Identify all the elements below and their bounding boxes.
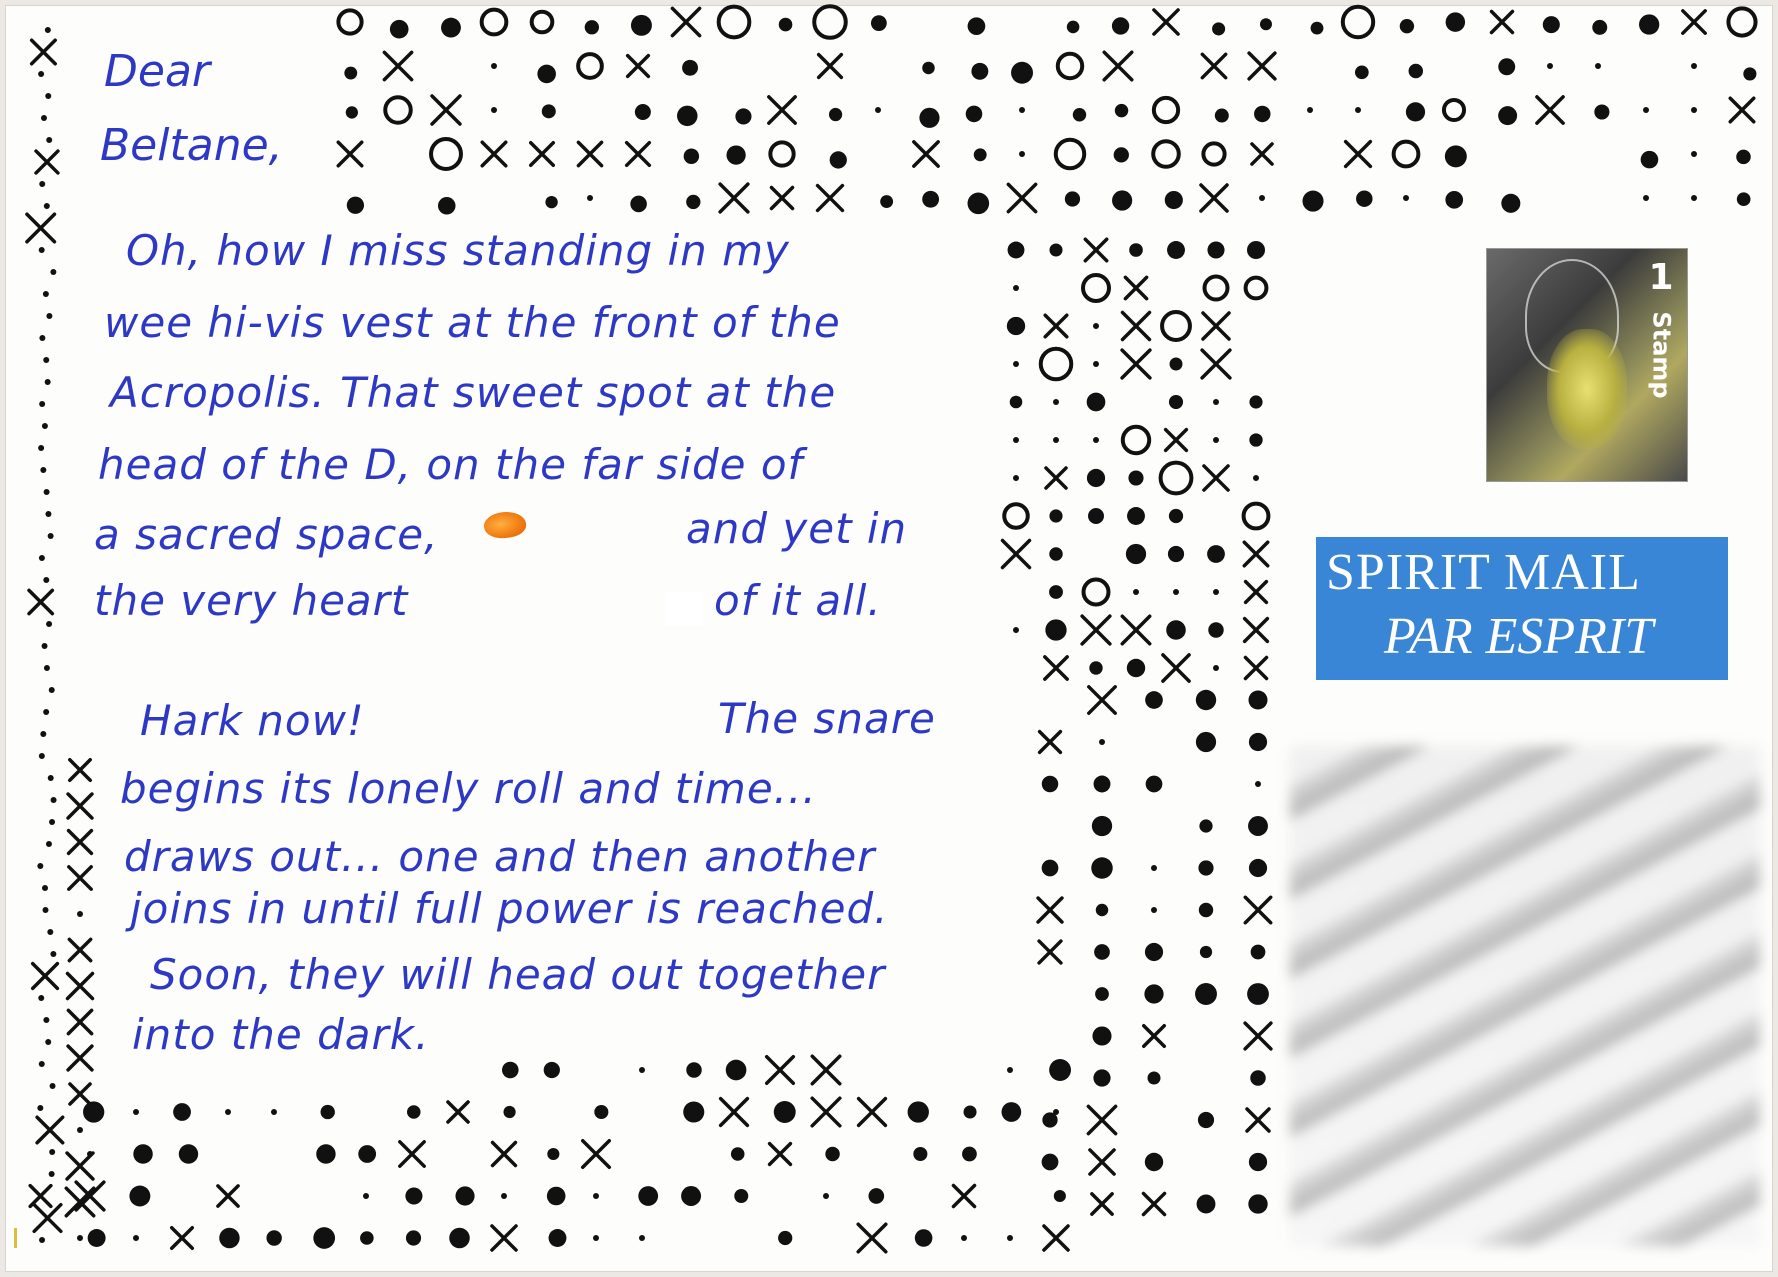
message-line-13: joins in until full power is reached.: [130, 884, 889, 933]
stamp-figure-art: [1547, 329, 1627, 449]
greeting-name: Beltane,: [100, 120, 283, 171]
stamp-label: Stamp: [1647, 311, 1676, 399]
message-line-9: Hark now!: [140, 696, 365, 745]
message-line-7: the very heart: [94, 576, 409, 625]
airmail-label-line1: SPIRIT MAIL: [1326, 544, 1641, 601]
message-line-4: head of the D, on the far side of: [98, 440, 804, 489]
white-patch: [666, 592, 702, 626]
airmail-label-line2: PAR ESPRIT: [1384, 608, 1654, 665]
message-line-12: draws out... one and then another: [124, 832, 876, 881]
message-line-6: and yet in: [686, 504, 908, 553]
message-line-8: of it all.: [714, 576, 882, 625]
message-line-10: The snare: [718, 694, 936, 743]
message-line-5: a sacred space,: [94, 510, 439, 559]
message-line-11: begins its lonely roll and time...: [120, 764, 817, 813]
message-line-3: Acropolis. That sweet spot at the: [110, 368, 837, 417]
postage-stamp: [1486, 248, 1688, 482]
edge-mark: [14, 1228, 17, 1248]
stamp-value: 1: [1648, 257, 1674, 298]
airmail-label: [1316, 537, 1728, 680]
message-line-1: Oh, how I miss standing in my: [126, 226, 790, 275]
message-line-2: wee hi-vis vest at the front of the: [104, 298, 841, 347]
orange-ink-blot: [482, 509, 527, 541]
greeting-dear: Dear: [104, 46, 211, 97]
message-line-15: into the dark.: [132, 1010, 430, 1059]
message-line-14: Soon, they will head out together: [150, 950, 886, 999]
blurred-address: [1290, 746, 1760, 1246]
